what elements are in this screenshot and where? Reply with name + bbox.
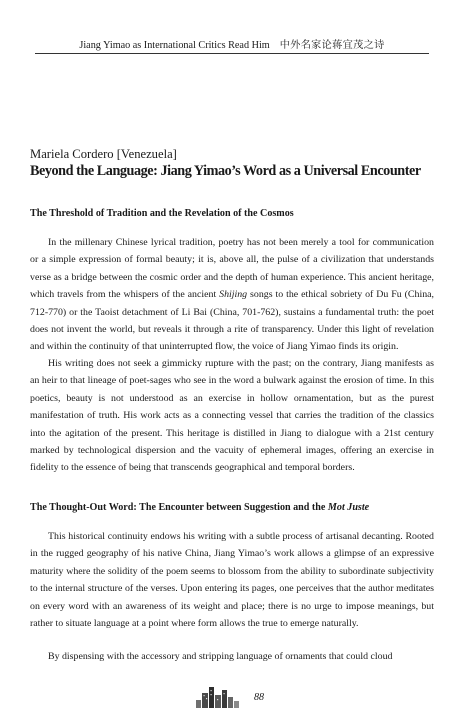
running-header [35, 36, 429, 51]
section2-paragraph-2: By dispensing with the accessory and stripping language of ornaments that could cloud [48, 651, 393, 662]
running-header-chinese: 中外名家论蒋宜茂之诗 [279, 40, 385, 51]
article-title: Beyond the Language: Jiang Yimao’s Word as a Universal Encounter [30, 163, 421, 179]
page-number: 88 [254, 692, 264, 703]
city-skyline-icon [196, 684, 244, 708]
header-rule [35, 53, 429, 54]
section-heading-emphasis: Mot Juste [327, 502, 370, 513]
page-footer [0, 684, 461, 710]
section-heading-2 [30, 502, 434, 513]
section-heading-text: The Thought-Out Word: The Encounter between Suggestion and the [30, 502, 328, 513]
section1-paragraph-2: His writing does not seek a gimmicky rupture with the past; on the contrary, Jiang manifests as an heir to that lineage of poet-sages who see in the word a bulwark against the erosion of time. In this poetics, beauty is not understood as an exercise in hollow ornamentation, but as the purest manifestation of truth. His work acts as a connecting vessel that carries the tradition of the classics into the agitation of the present. This heritage is distilled in Jiang to dialogue with a 21st century marked by technological dispersion and the vacuity of ephemeral images, offering an exercise in fidelity to the essence of being that transcends geographical and temporal borders. [30, 358, 434, 474]
section-heading-1: The Threshold of Tradition and the Revelation of the Cosmos [30, 208, 294, 219]
paragraph-text: songs to the ethical sobriety of Du Fu (China, 712-770) or the Taoist detachment of Li Bai (China, 701-762), sustains a fundamental truth: the poet does not invent the world, but reveals it through a rite of transparency. Under this light of revelation and within the continuity of that uninterrupted flow, the voice of Jiang Yimao finds its origin. [30, 289, 434, 353]
section1-paragraph-1 [30, 234, 434, 356]
paragraph-text: In the millenary Chinese lyrical tradition, poetry has not been merely a tool for communication or a simple expression of formal beauty; it is, above all, the pulse of a civilization that understands verse as a bridge between the cosmic order and the depth of human experience. This ancient heritage, which travels from the whispers of the ancient [30, 237, 434, 301]
work-title: Shijing [219, 289, 248, 301]
running-header-english: Jiang Yimao as International Critics Read Him [79, 40, 270, 51]
article-author: Mariela Cordero [Venezuela] [30, 147, 177, 161]
section2-paragraph-1: This historical continuity endows his writing with a subtle process of artisanal decanting. Rooted in the rugged geography of his native China, Jiang Yimao’s work allows a glimpse of an expressive maturity where the solidity of the poem seems to blossom from the ability to subordinate subjectivity to the internal structure of the verses. Upon entering its pages, one perceives that the author meditates on every word with an awareness of its weight and place; there is no urge to impose meanings, but rather to situate language at a point where form allows the true to emerge naturally. [30, 531, 434, 630]
